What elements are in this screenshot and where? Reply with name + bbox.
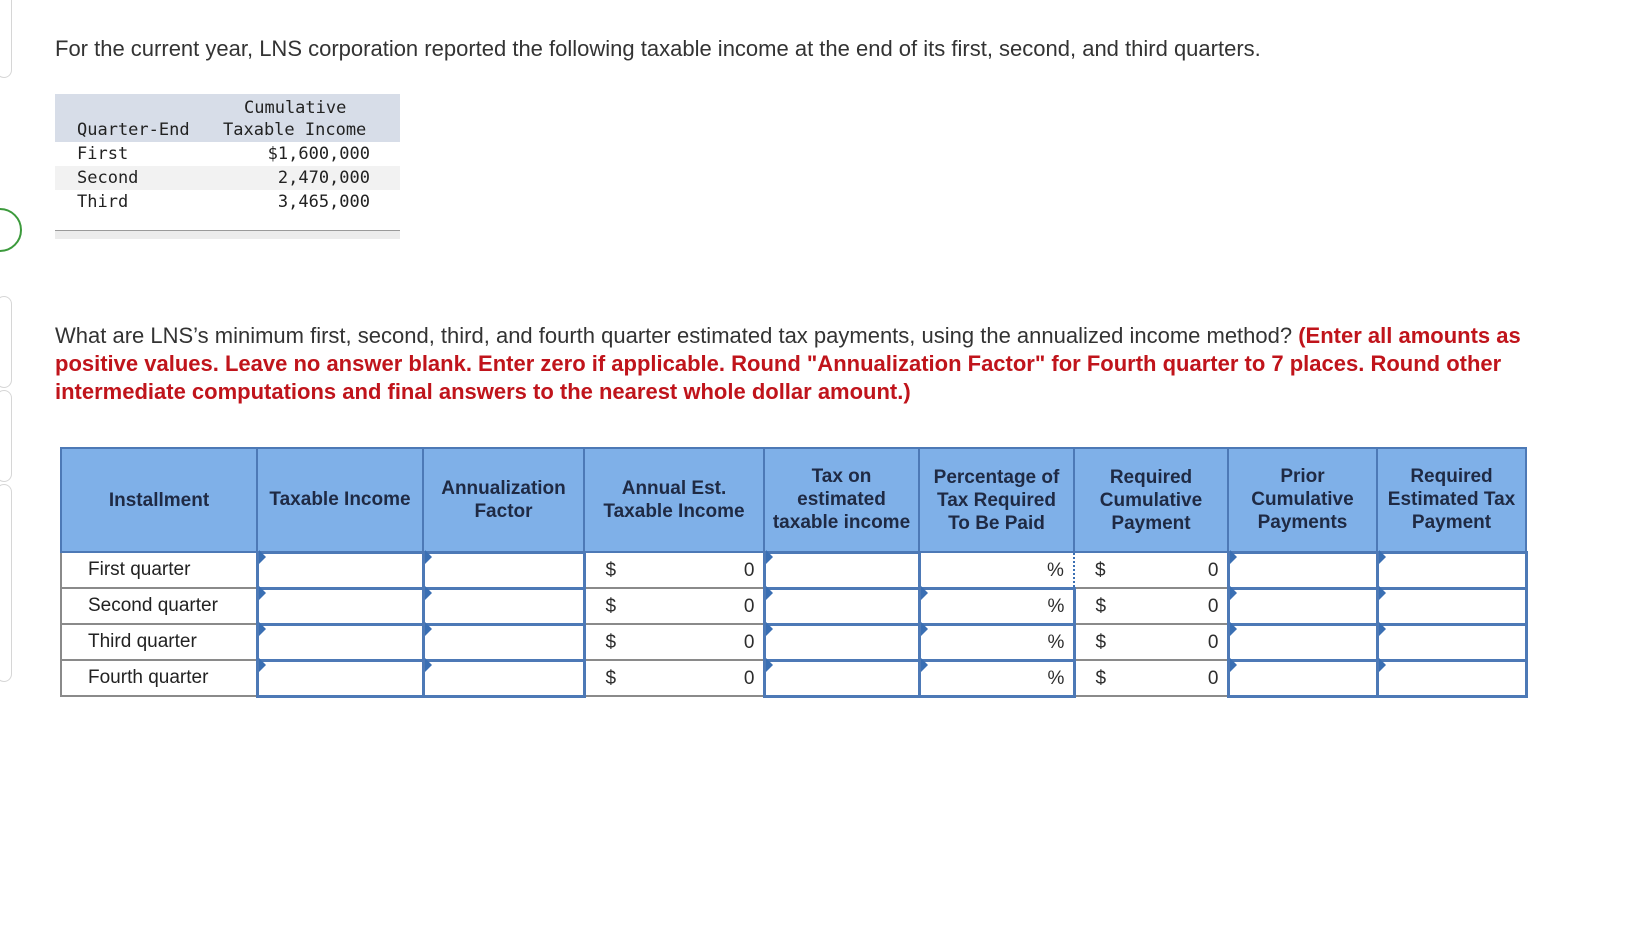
input-marker-icon xyxy=(921,658,928,672)
input-marker-icon xyxy=(425,586,432,600)
given-row xyxy=(55,166,400,190)
dollar-sign: $ xyxy=(1095,632,1107,653)
dollar-sign: $ xyxy=(605,560,617,581)
required-estimated-input-q2[interactable] xyxy=(1377,588,1526,624)
installment-label: First quarter xyxy=(61,552,257,588)
dollar-sign: $ xyxy=(605,668,617,689)
table-row xyxy=(61,624,1526,660)
percent-symbol: % xyxy=(1047,632,1065,653)
tax-on-income-input-q2[interactable] xyxy=(764,588,919,624)
given-row xyxy=(55,190,400,214)
required-cumulative-payment-q3 xyxy=(1047,624,1228,660)
annual-est-taxable-income-q3 xyxy=(584,624,764,660)
annualization-factor-input-q1[interactable] xyxy=(423,552,584,588)
dollar-sign: $ xyxy=(605,596,617,617)
annual-est-value: 0 xyxy=(743,596,755,617)
input-marker-icon xyxy=(921,586,928,600)
given-quarter: Third xyxy=(77,192,129,212)
given-table-bottom-rule xyxy=(55,230,400,239)
input-marker-icon xyxy=(1379,586,1386,600)
required-cumulative-value: 0 xyxy=(1207,632,1219,653)
left-panel-edge-lower xyxy=(0,390,12,482)
input-marker-icon xyxy=(425,550,432,564)
dollar-sign: $ xyxy=(1095,560,1106,581)
percent-symbol: % xyxy=(1047,596,1065,617)
header-taxable-income: Taxable Income xyxy=(223,120,367,140)
header-annualization-factor: Annualization Factor xyxy=(423,448,584,552)
input-marker-icon xyxy=(1379,550,1386,564)
intro-text: For the current year, LNS corporation reported the following taxable income at the end of its first, second, and third quarters. xyxy=(55,36,1261,61)
given-table-header xyxy=(55,94,400,142)
given-income: 3,465,000 xyxy=(277,192,370,212)
input-marker-icon xyxy=(1230,550,1237,564)
prior-cumulative-input-q3[interactable] xyxy=(1228,624,1377,660)
dollar-sign: $ xyxy=(1095,668,1107,689)
input-marker-icon xyxy=(766,658,773,672)
table-row xyxy=(61,660,1526,696)
progress-circle-icon[interactable] xyxy=(0,208,22,252)
given-income-table xyxy=(55,94,400,239)
prior-cumulative-input-q2[interactable] xyxy=(1228,588,1377,624)
dollar-sign: $ xyxy=(1095,596,1107,617)
required-cumulative-value: 0 xyxy=(1207,596,1219,617)
annual-est-value: 0 xyxy=(743,632,755,653)
required-cumulative-value: 0 xyxy=(1207,668,1219,689)
annual-est-taxable-income-q4 xyxy=(584,660,764,696)
input-marker-icon xyxy=(766,550,773,564)
question-body: What are LNS’s minimum first, second, third, and fourth quarter estimated tax payments, using the annualized income method? xyxy=(55,323,1293,348)
input-marker-icon xyxy=(766,622,773,636)
given-row xyxy=(55,142,400,166)
header-cumulative: Cumulative xyxy=(244,98,347,118)
prior-cumulative-input-q4[interactable] xyxy=(1228,660,1377,696)
dollar-sign: $ xyxy=(605,632,617,653)
percent-symbol: % xyxy=(1047,560,1064,581)
tax-on-income-input-q4[interactable] xyxy=(764,660,919,696)
left-panel-edge-top xyxy=(0,0,12,78)
annual-est-taxable-income-q2 xyxy=(584,588,764,624)
installment-label: Third quarter xyxy=(61,624,257,660)
input-marker-icon xyxy=(766,586,773,600)
table-row xyxy=(61,588,1526,624)
tax-on-income-input-q1[interactable] xyxy=(764,552,919,588)
required-estimated-input-q3[interactable] xyxy=(1377,624,1526,660)
input-marker-icon xyxy=(259,550,266,564)
input-marker-icon xyxy=(1379,622,1386,636)
required-estimated-input-q1[interactable] xyxy=(1377,552,1526,588)
input-marker-icon xyxy=(425,622,432,636)
input-marker-icon xyxy=(1230,658,1237,672)
header-required-cumulative-payment: Required Cumulative Payment xyxy=(1074,448,1228,552)
answer-header-row xyxy=(61,448,1526,552)
given-quarter: Second xyxy=(77,168,139,188)
annualization-factor-input-q4[interactable] xyxy=(423,660,584,696)
given-income: $1,600,000 xyxy=(267,144,370,164)
installment-label: Fourth quarter xyxy=(61,660,257,696)
taxable-income-input-q2[interactable] xyxy=(257,588,423,624)
input-marker-icon xyxy=(921,622,928,636)
percent-symbol: % xyxy=(1047,668,1065,689)
header-installment: Installment xyxy=(61,448,257,552)
annual-est-value: 0 xyxy=(743,668,755,689)
given-income: 2,470,000 xyxy=(277,168,370,188)
header-tax-on-estimated-income: Tax on estimated taxable income xyxy=(764,448,919,552)
annualization-factor-input-q3[interactable] xyxy=(423,624,584,660)
header-taxable-income: Taxable Income xyxy=(257,448,423,552)
input-marker-icon xyxy=(1230,586,1237,600)
annual-est-value: 0 xyxy=(743,560,755,581)
answer-table xyxy=(60,447,1528,698)
required-cumulative-payment-q4 xyxy=(1047,660,1228,696)
input-marker-icon xyxy=(425,658,432,672)
header-quarter-end: Quarter-End xyxy=(77,120,190,140)
required-cumulative-value: 0 xyxy=(1207,560,1219,581)
taxable-income-input-q1[interactable] xyxy=(257,552,423,588)
input-marker-icon xyxy=(259,622,266,636)
installment-label: Second quarter xyxy=(61,588,257,624)
input-marker-icon xyxy=(259,658,266,672)
header-annual-est-taxable-income: Annual Est. Taxable Income xyxy=(584,448,764,552)
header-required-estimated-tax-payment: Required Estimated Tax Payment xyxy=(1377,448,1526,552)
taxable-income-input-q4[interactable] xyxy=(257,660,423,696)
annual-est-taxable-income-q1 xyxy=(584,552,764,588)
taxable-income-input-q3[interactable] xyxy=(257,624,423,660)
given-quarter: First xyxy=(77,144,129,164)
annualization-factor-input-q2[interactable] xyxy=(423,588,584,624)
input-marker-icon xyxy=(1230,622,1237,636)
required-cumulative-payment-q1 xyxy=(1047,552,1228,588)
question-text xyxy=(55,322,1555,406)
input-marker-icon xyxy=(1379,658,1386,672)
required-cumulative-payment-q2 xyxy=(1047,588,1228,624)
prior-cumulative-input-q1[interactable] xyxy=(1228,552,1377,588)
input-marker-icon xyxy=(259,586,266,600)
table-row xyxy=(61,552,1526,588)
header-percentage-required: Percentage of Tax Required To Be Paid xyxy=(919,448,1074,552)
left-panel-edge-bottom xyxy=(0,484,12,682)
left-panel-edge-middle xyxy=(0,296,12,388)
required-estimated-input-q4[interactable] xyxy=(1377,660,1526,696)
header-prior-cumulative-payments: Prior Cumulative Payments xyxy=(1228,448,1377,552)
tax-on-income-input-q3[interactable] xyxy=(764,624,919,660)
question-instructions: (Enter all amounts as positive values. Leave no answer blank. Enter zero if applicable. Round "Annualization Factor" for Fourth quarter to 7 places. Round other intermediate computations and final answers to the nearest whole dollar amount.) xyxy=(55,323,1521,404)
